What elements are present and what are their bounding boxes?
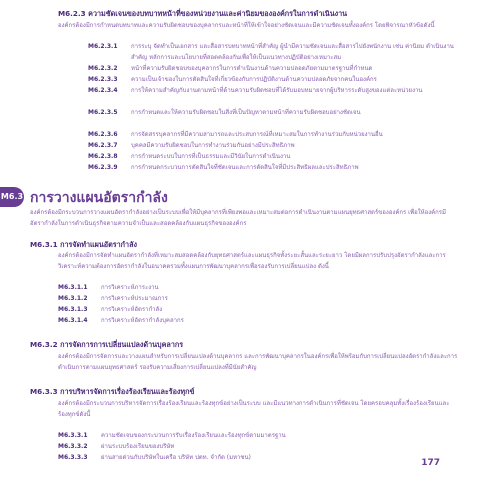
item-text: ความเป็นเจ้าของในการตัดสินใจที่เกี่ยวข้องกับการปฏิบัติงานด้านความปลอดภัยจากคนในองค์กร — [131, 76, 377, 83]
item-number: M6.3.3.2 — [58, 443, 88, 450]
section-intro: องค์กรต้องมีกระบวนการวางแผนอัตรากำลังอย่างเป็นระบบเพื่อให้มีบุคลากรที่เพียงพอและเหมาะสมต่อการดำเนินงานตามแผนยุทธศาสตร์ขององค์กร เพื่อให้องค์กรมีอัตรากำลังในการดำเนินธุรกิจตามความจำเป็นและสอดคล้องกับแผนธุรกิจขององค์กร — [30, 209, 446, 227]
section-number: M6.3.1 — [30, 240, 58, 249]
item-number: M6.2.3.7 — [88, 142, 118, 149]
item-number: M6.2.3.6 — [88, 131, 118, 138]
item-number: M6.3.1.1 — [58, 284, 88, 291]
section-title: การจัดทำแผนอัตรากำลัง — [60, 240, 137, 249]
section-title: การบริหารจัดการเรื่องร้องเรียนและร้องทุกข์ — [60, 387, 195, 396]
item-number: M6.2.3.2 — [88, 65, 118, 72]
item-text: การวิเคราะห์ประมาณการ — [101, 295, 168, 302]
page-title: การวางแผนอัตรากำลัง — [30, 190, 168, 206]
list-item — [88, 42, 460, 63]
item-number: M6.3.1.4 — [58, 317, 88, 324]
item-number: M6.2.3.9 — [88, 164, 118, 171]
item-text: ผ่านสายด่วนกับบริษัทในเครือ บริษัท ปตท. จำกัด (มหาชน) — [101, 454, 251, 461]
item-text: การวิเคราะห์อัตรากำลัง — [101, 306, 163, 313]
item-number: M6.3.3.3 — [58, 454, 88, 461]
item-number: M6.3.3.1 — [58, 432, 88, 439]
item-number: M6.2.3.4 — [88, 87, 118, 94]
item-text: การวิเคราะห์อัตรากำลังบุคลากร — [101, 317, 184, 324]
section-number: M6.3.3 — [30, 387, 58, 396]
section-intro: องค์กรต้องมีการจัดการและวางแผนสำหรับการเปลี่ยนแปลงด้านบุคลากร และการพัฒนาบุคลากรในองค์กรเพื่อให้พร้อมกับการเปลี่ยนแปลงอัตรากำลังและการดำเนินการตามแผนยุทธศาสตร์ รองรับความเสี่ยงการเปลี่ยนแปลงที่มีนัยสำคัญ — [58, 353, 458, 371]
section-intro: องค์กรต้องมีการจัดทำแผนอัตรากำลังที่เหมาะสมสอดคล้องกับยุทธศาสตร์และแผนธุรกิจทั้งระยะสั้นและระยะยาว โดยมีผลการปรับปรุงอัตรากำลังและการวิเคราะห์ความต้องการอัตรากำลังในอนาคตรวมทั้งแผนการพัฒนาบุคลากรเพื่อรองรับการเปลี่ยนแปลง ดังนี้ — [58, 252, 446, 270]
section-title: ความชัดเจนของบทบาทหน้าที่ของหน่วยงานและค่านิยมขององค์กรในการดำเนินงาน — [88, 9, 348, 18]
item-text: การกำหนดกระบวนการตัดสินใจที่ชัดเจนและการตัดสินใจที่มีประสิทธิผลและประสิทธิภาพ — [131, 164, 359, 171]
item-number: M6.2.3.1 — [88, 43, 118, 50]
item-text: การวิเคราะห์ภาระงาน — [101, 284, 159, 291]
item-number: M6.2.3.3 — [88, 76, 118, 83]
item-text: ผ่านระบบร้องเรียนของบริษัท — [101, 443, 175, 450]
item-text: การกำหนดระบบในการที่เป็นธรรมและมีวินัยในการดำเนินงาน — [131, 153, 291, 160]
item-number: M6.3.1.3 — [58, 306, 88, 313]
item-text: บุคคลมีความรับผิดชอบในการทำงานร่วมกันอย่างมีประสิทธิภาพ — [131, 142, 295, 149]
section-heading-m6-3-2 — [30, 340, 183, 349]
section-title: การจัดการการเปลี่ยนแปลงด้านบุคลากร — [60, 340, 184, 349]
section-number: M6.3.2 — [30, 340, 58, 349]
section-intro: องค์กรต้องมีกระบวนการบริหารจัดการเรื่องร้องเรียนและร้องทุกข์อย่างเป็นระบบ และมีแนวทางการดำเนินการที่ชัดเจน โดยครอบคลุมทั้งเรื่องร้องเรียนและร้องทุกข์ดังนี้ — [58, 400, 450, 418]
item-number: M6.2.3.5 — [88, 109, 118, 116]
item-number: M6.3.1.2 — [58, 295, 88, 302]
item-text: การจัดสรรบุคลากรที่มีความสามารถและประสบการณ์ที่เหมาะสมในการทำงานร่วมกับหน่วยงานอื่น — [131, 131, 383, 138]
item-number: M6.2.3.8 — [88, 153, 118, 160]
section-badge: M6.3 — [0, 187, 24, 207]
section-heading-m6-3-1 — [30, 240, 137, 249]
section-heading-m6-2-3 — [58, 9, 347, 18]
item-text: การให้ความสำคัญกับงานตามหน้าที่ด้านความรับผิดชอบที่ได้รับมอบหมายจากผู้บริหารระดับสูงของแต่ละหน่วยงาน — [131, 87, 423, 94]
section-intro: องค์กรต้องมีการกำหนดบทบาทและความรับผิดชอบของบุคลากรและหน้าที่ให้เข้าใจอย่างชัดเจนและมีความชัดเจนทั้งองค์กร โดยพิจารณาหัวข้อดังนี้ — [58, 22, 435, 29]
item-text: หน้าที่ความรับผิดชอบของบุคลากรในการดำเนินงานด้านความปลอดภัยตามมาตรฐานที่กำหนด — [131, 65, 373, 72]
list-item — [88, 108, 460, 129]
section-heading-m6-3-3 — [30, 387, 194, 396]
item-text: การกำหนดและให้ความรับผิดชอบในสิ่งที่เป็นปัญหาตามหน้าที่ความรับผิดชอบอย่างชัดเจน — [131, 109, 361, 116]
page-number: 177 — [421, 458, 440, 468]
item-text: ความชัดเจนของกระบวนการรับเรื่องร้องเรียนและร้องทุกข์ตามมาตรฐาน — [101, 432, 286, 439]
section-number: M6.2.3 — [58, 9, 86, 18]
item-text: การระบุ จัดทำเป็นเอกสาร และสื่อสารบทบาทหน้าที่สำคัญ ผู้นำมีความชัดเจนและสื่อสารไปยังพนักงาน เช่น ค่านิยม ดำเนินงานสำคัญ หลักการและนโยบายที่สอดคล้องกันเพื่อให้เป็นแนวทางปฏิบัติอย่างเหมาะสม — [131, 43, 454, 61]
list-item — [88, 86, 460, 107]
